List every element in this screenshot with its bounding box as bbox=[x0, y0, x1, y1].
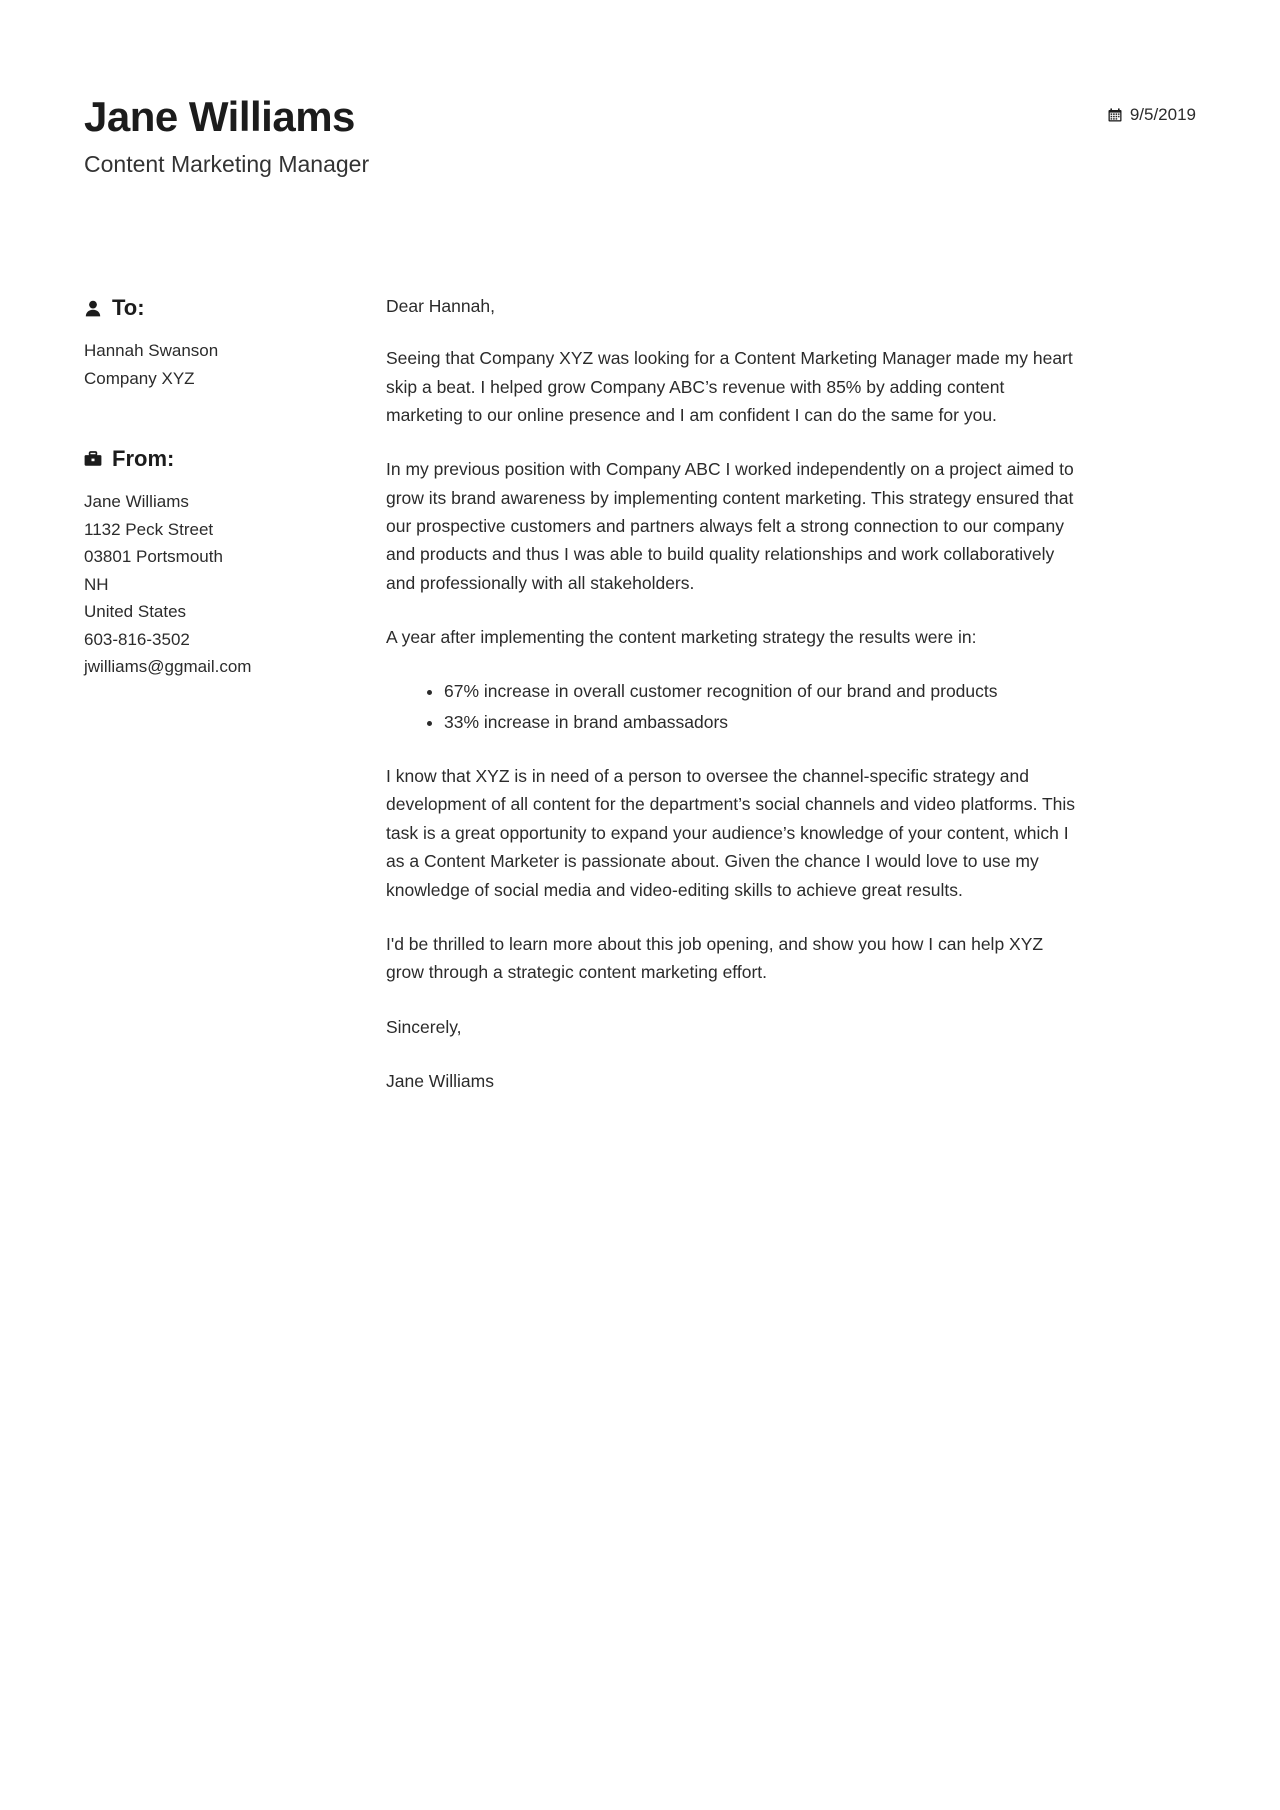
contact-sidebar bbox=[84, 295, 314, 681]
signature: Jane Williams bbox=[386, 1070, 494, 1091]
sender-street: 1132 Peck Street bbox=[84, 519, 214, 539]
recipient-block bbox=[84, 295, 314, 392]
date-block bbox=[1108, 105, 1196, 125]
sender-phone: 603-816-3502 bbox=[84, 629, 190, 649]
results-list bbox=[386, 677, 1076, 736]
sender-email: jwilliams@ggmail.com bbox=[84, 657, 252, 677]
body-paragraph-4: I know that XYZ is in need of a person to oversee the channel-specific strategy and development of all content for the department’s social channels and video platforms. This task is a great opportunity to expand your audience’s knowledge of your content, which I as a Content Marketer is passionate about. Given the chance I would love to use my knowledge of social media and video-editing skills to achieve great results. bbox=[386, 766, 1076, 900]
recipient-company: Company XYZ bbox=[84, 368, 195, 388]
sender-name: Jane Williams bbox=[84, 492, 189, 512]
body-paragraph-5: I'd be thrilled to learn more about this job opening, and show you how I can help XYZ grow through a strategic content marketing effort. bbox=[386, 933, 1044, 983]
letter-header bbox=[84, 95, 1196, 178]
sender-country: United States bbox=[84, 602, 187, 622]
job-title: Content Marketing Manager bbox=[84, 151, 370, 178]
closing: Sincerely, bbox=[386, 1016, 462, 1037]
body-paragraph-2: In my previous position with Company ABC I worked independently on a project aimed to grow its brand awareness by implementing content marketing. This strategy ensured that our prospective customers and partners always felt a strong connection to our company and products and thus I was able to build quality relationships and work collaboratively and professionally with all stakeholders. bbox=[386, 459, 1074, 593]
letter-body bbox=[386, 292, 1076, 1121]
body-paragraph-1: Seeing that Company XYZ was looking for a Content Marketing Manager made my heart skip a beat. I helped grow Company ABC’s revenue with 85% by adding content marketing to our online presence and I am confident I can do the same for you. bbox=[386, 348, 1073, 426]
body-paragraph-3: A year after implementing the content marketing strategy the results were in: bbox=[386, 627, 977, 648]
sender-block bbox=[84, 446, 314, 681]
list-item: • 33% increase in brand ambassadors bbox=[444, 708, 1076, 736]
salutation: Dear Hannah, bbox=[386, 296, 495, 316]
calendar-icon bbox=[1108, 108, 1122, 122]
person-icon bbox=[84, 299, 102, 317]
page-title: Jane Williams bbox=[84, 93, 355, 140]
list-item: • 67% increase in overall customer recognition of our brand and products bbox=[444, 677, 1076, 705]
sender-state: NH bbox=[84, 574, 109, 594]
recipient-name: Hannah Swanson bbox=[84, 341, 219, 360]
sender-city: 03801 Portsmouth bbox=[84, 547, 223, 567]
recipient-heading bbox=[84, 295, 314, 321]
sender-heading bbox=[84, 446, 314, 472]
letter-date: 9/5/2019 bbox=[1129, 105, 1196, 124]
briefcase-icon bbox=[84, 450, 102, 468]
sender-heading-label: From: bbox=[112, 446, 175, 472]
recipient-heading-label: To: bbox=[112, 295, 145, 320]
